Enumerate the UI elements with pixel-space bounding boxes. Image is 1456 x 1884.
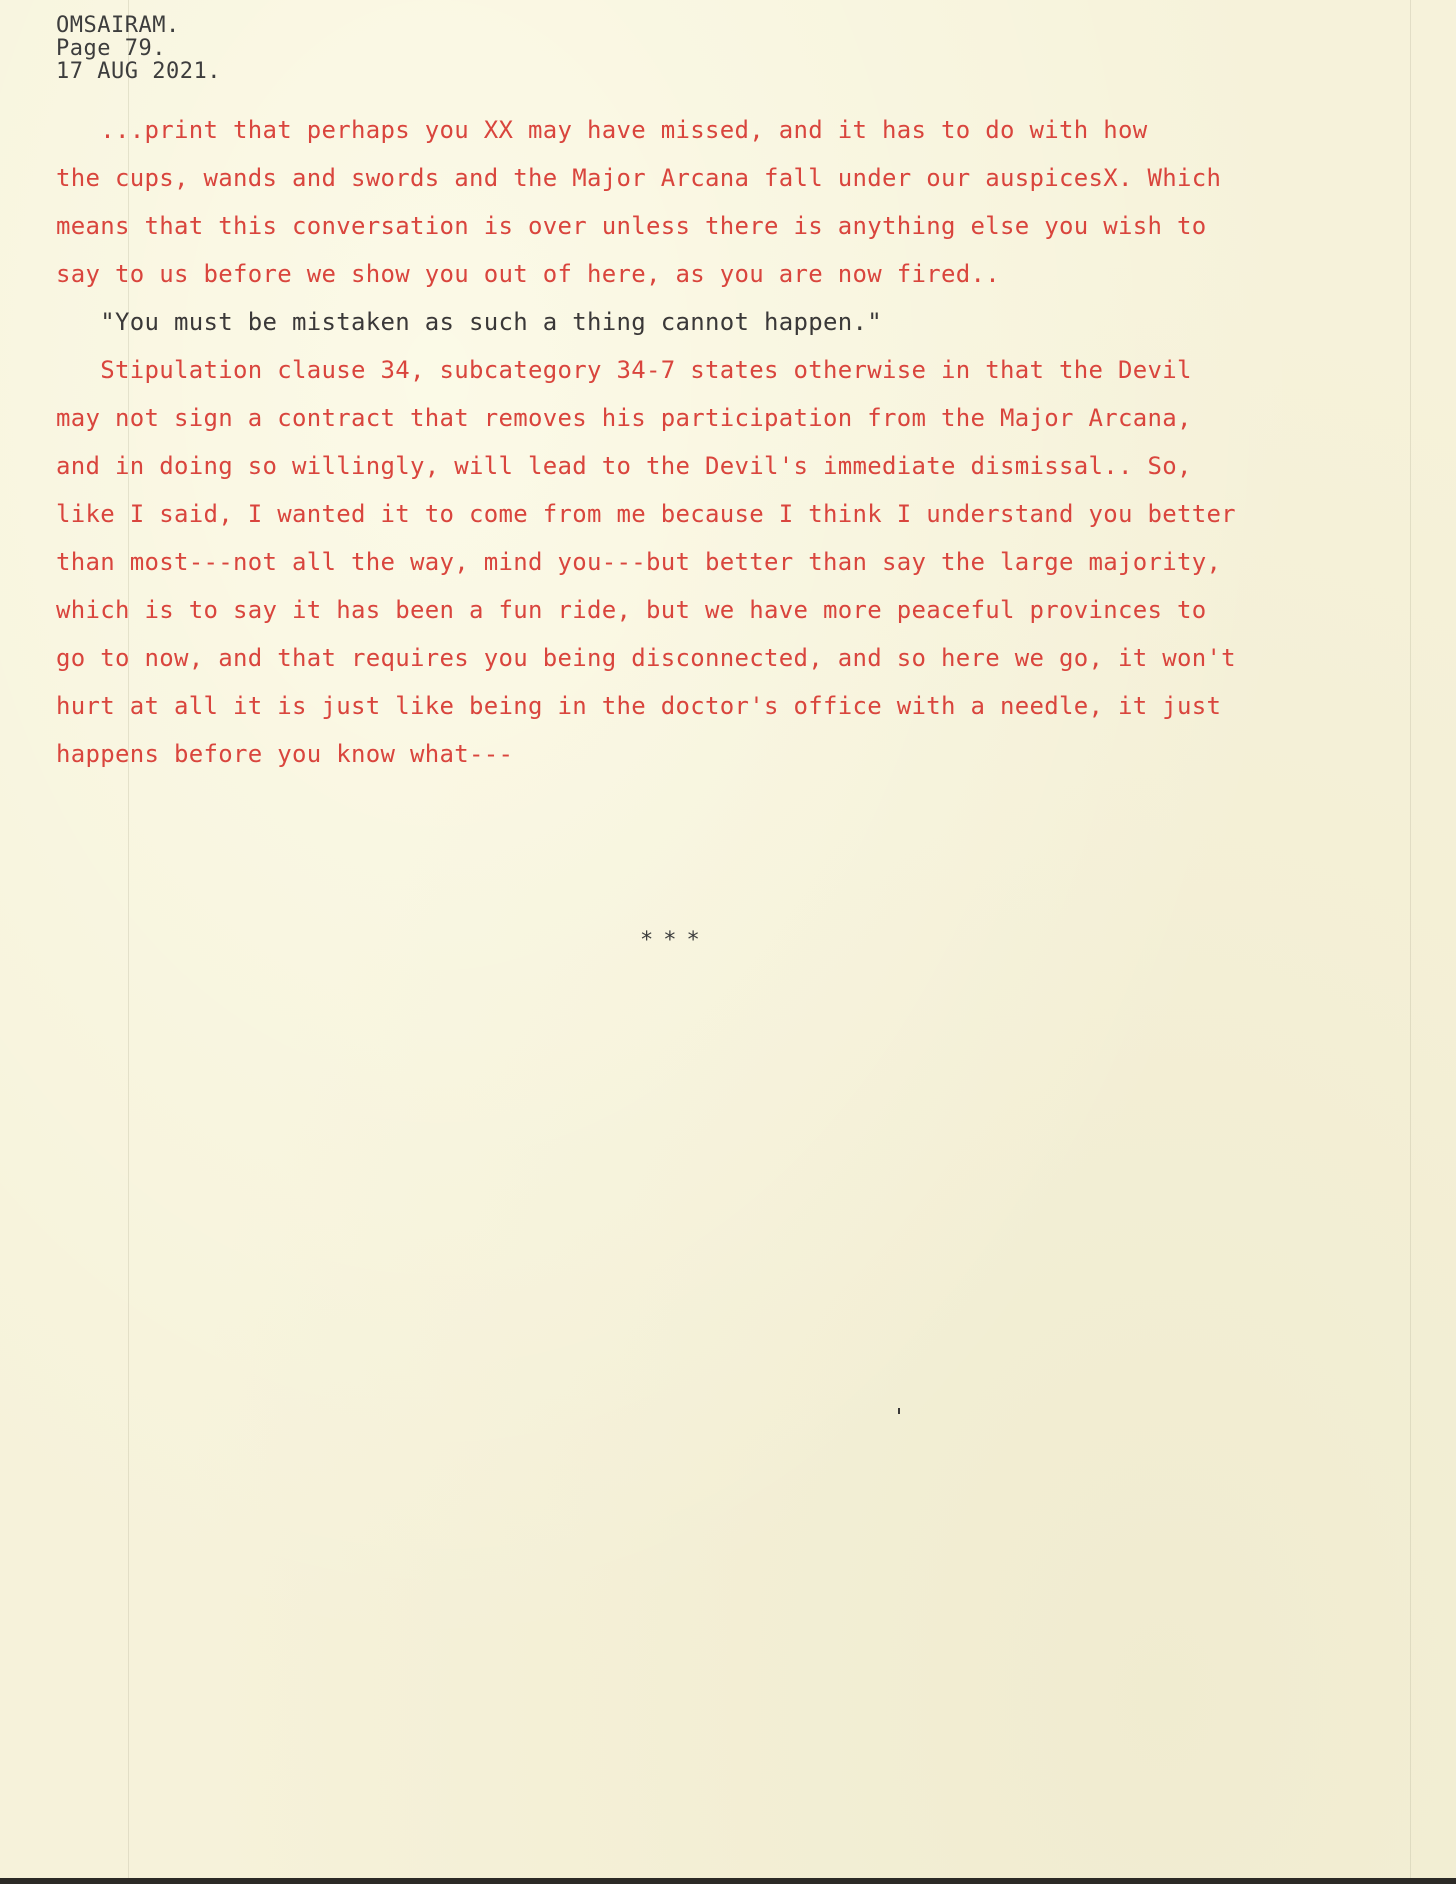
page-header — [56, 14, 221, 83]
text-line: than most---not all the way, mind you---but better than say the large majority, — [56, 548, 1222, 576]
text-line: ...print that perhaps you XX may have missed, and it has to do with how — [56, 116, 1148, 144]
text-line-dialogue: "You must be mistaken as such a thing cannot happen." — [56, 308, 882, 336]
ink-speck — [898, 1408, 900, 1414]
text-line: Stipulation clause 34, subcategory 34-7 states otherwise in that the Devil — [56, 356, 1192, 384]
text-line: happens before you know what--- — [56, 740, 514, 768]
text-line: which is to say it has been a fun ride, but we have more peaceful provinces to — [56, 596, 1207, 624]
text-line: means that this conversation is over unless there is anything else you wish to — [56, 212, 1207, 240]
header-page-number: Page 79. — [56, 36, 166, 61]
right-margin-rule — [1410, 0, 1411, 1884]
text-line: and in doing so willingly, will lead to the Devil's immediate dismissal.. So, — [56, 452, 1192, 480]
header-title: OMSAIRAM. — [56, 13, 180, 38]
text-line: the cups, wands and swords and the Major Arcana fall under our auspicesX. Which — [56, 164, 1222, 192]
text-line: say to us before we show you out of here, as you are now fired.. — [56, 260, 1000, 288]
section-divider: *** — [640, 928, 710, 953]
text-line: go to now, and that requires you being disconnected, and so here we go, it won't — [56, 644, 1236, 672]
header-date: 17 AUG 2021. — [56, 59, 221, 84]
text-line: hurt at all it is just like being in the doctor's office with a needle, it just — [56, 692, 1222, 720]
text-line: may not sign a contract that removes his participation from the Major Arcana, — [56, 404, 1192, 432]
paper-bottom-edge — [0, 1878, 1456, 1884]
text-line: like I said, I wanted it to come from me because I think I understand you better — [56, 500, 1236, 528]
